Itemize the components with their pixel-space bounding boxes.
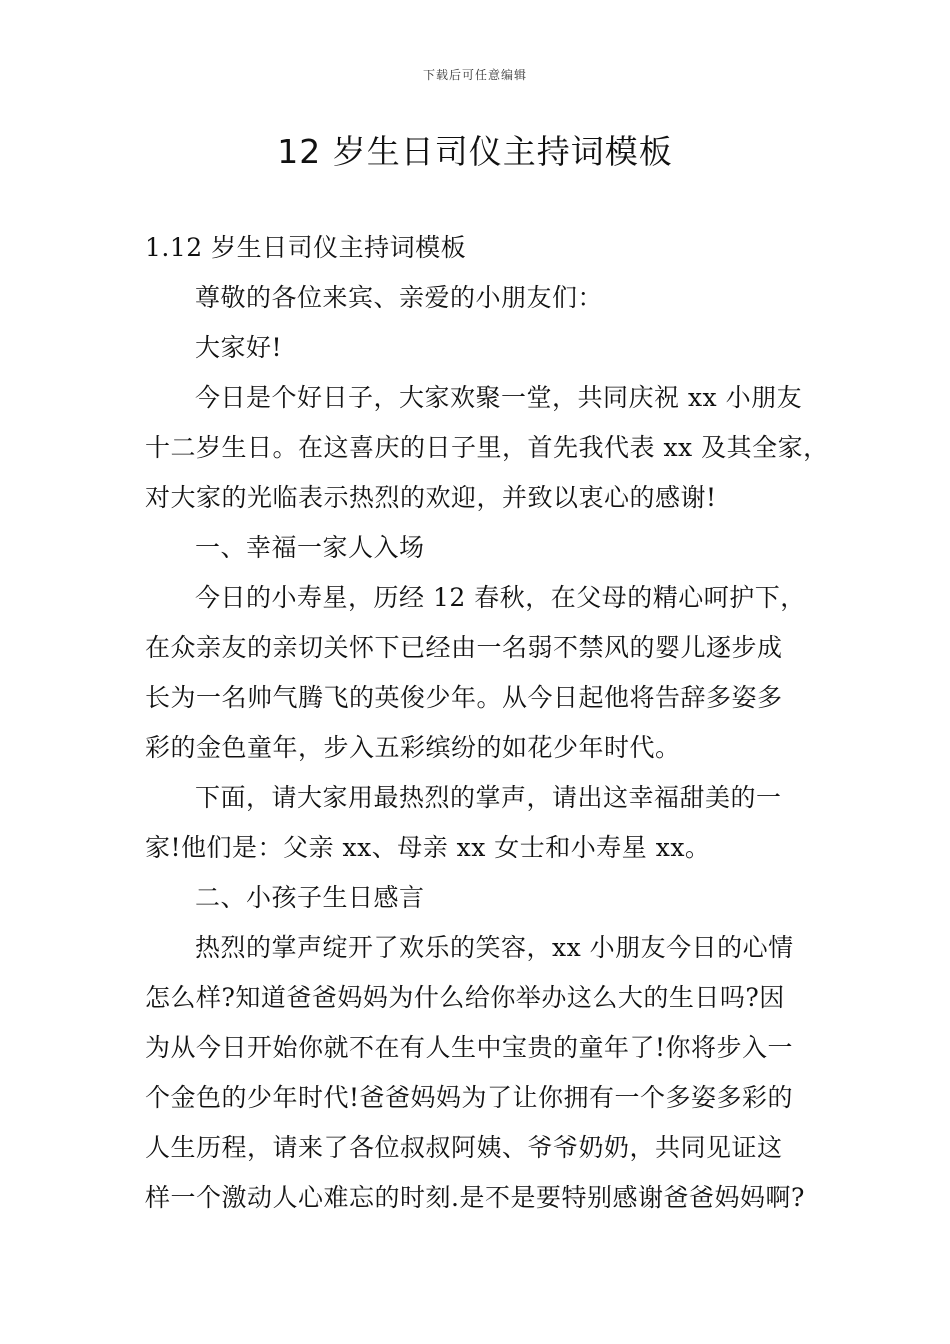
paragraph-line: 长为一名帅气腾飞的英俊少年。从今日起他将告辞多姿多 bbox=[145, 683, 783, 712]
header-note: 下载后可任意编辑 bbox=[422, 68, 527, 82]
paragraph-line: 为从今日开始你就不在有人生中宝贵的童年了!你将步入一 bbox=[145, 1033, 794, 1062]
paragraph-line: 今日的小寿星，历经 12 春秋，在父母的精心呵护下， bbox=[195, 583, 806, 612]
paragraph-line: 大家好! bbox=[195, 333, 283, 362]
section-heading: 一、幸福一家人入场 bbox=[195, 533, 425, 562]
paragraph-line: 热烈的掌声绽开了欢乐的笑容，xx 小朋友今日的心情 bbox=[195, 933, 794, 962]
paragraph-line: 对大家的光临表示热烈的欢迎，并致以衷心的感谢! bbox=[145, 483, 717, 512]
paragraph-line: 十二岁生日。在这喜庆的日子里，首先我代表 xx 及其全家， bbox=[145, 433, 829, 462]
section-heading: 1.12 岁生日司仪主持词模板 bbox=[145, 233, 467, 262]
document-title: 12 岁生日司仪主持词模板 bbox=[277, 132, 673, 171]
paragraph-line: 怎么样?知道爸爸妈妈为什么给你举办这么大的生日吗?因 bbox=[145, 983, 785, 1012]
paragraph-line: 今日是个好日子，大家欢聚一堂，共同庆祝 xx 小朋友 bbox=[195, 383, 803, 412]
paragraph-line: 个金色的少年时代!爸爸妈妈为了让你拥有一个多姿多彩的 bbox=[145, 1083, 794, 1112]
paragraph-line: 下面，请大家用最热烈的掌声，请出这幸福甜美的一 bbox=[195, 783, 782, 812]
paragraph-line: 家!他们是：父亲 xx、母亲 xx 女士和小寿星 xx。 bbox=[145, 833, 711, 862]
section-heading: 二、小孩子生日感言 bbox=[195, 883, 425, 912]
paragraph-line: 尊敬的各位来宾、亲爱的小朋友们： bbox=[195, 283, 604, 312]
paragraph-line: 人生历程，请来了各位叔叔阿姨、爷爷奶奶，共同见证这 bbox=[145, 1133, 783, 1162]
paragraph-line: 样一个激动人心难忘的时刻.是不是要特别感谢爸爸妈妈啊? bbox=[145, 1183, 805, 1212]
paragraph-line: 在众亲友的亲切关怀下已经由一名弱不禁风的婴儿逐步成 bbox=[145, 633, 783, 662]
paragraph-line: 彩的金色童年，步入五彩缤纷的如花少年时代。 bbox=[145, 733, 681, 762]
